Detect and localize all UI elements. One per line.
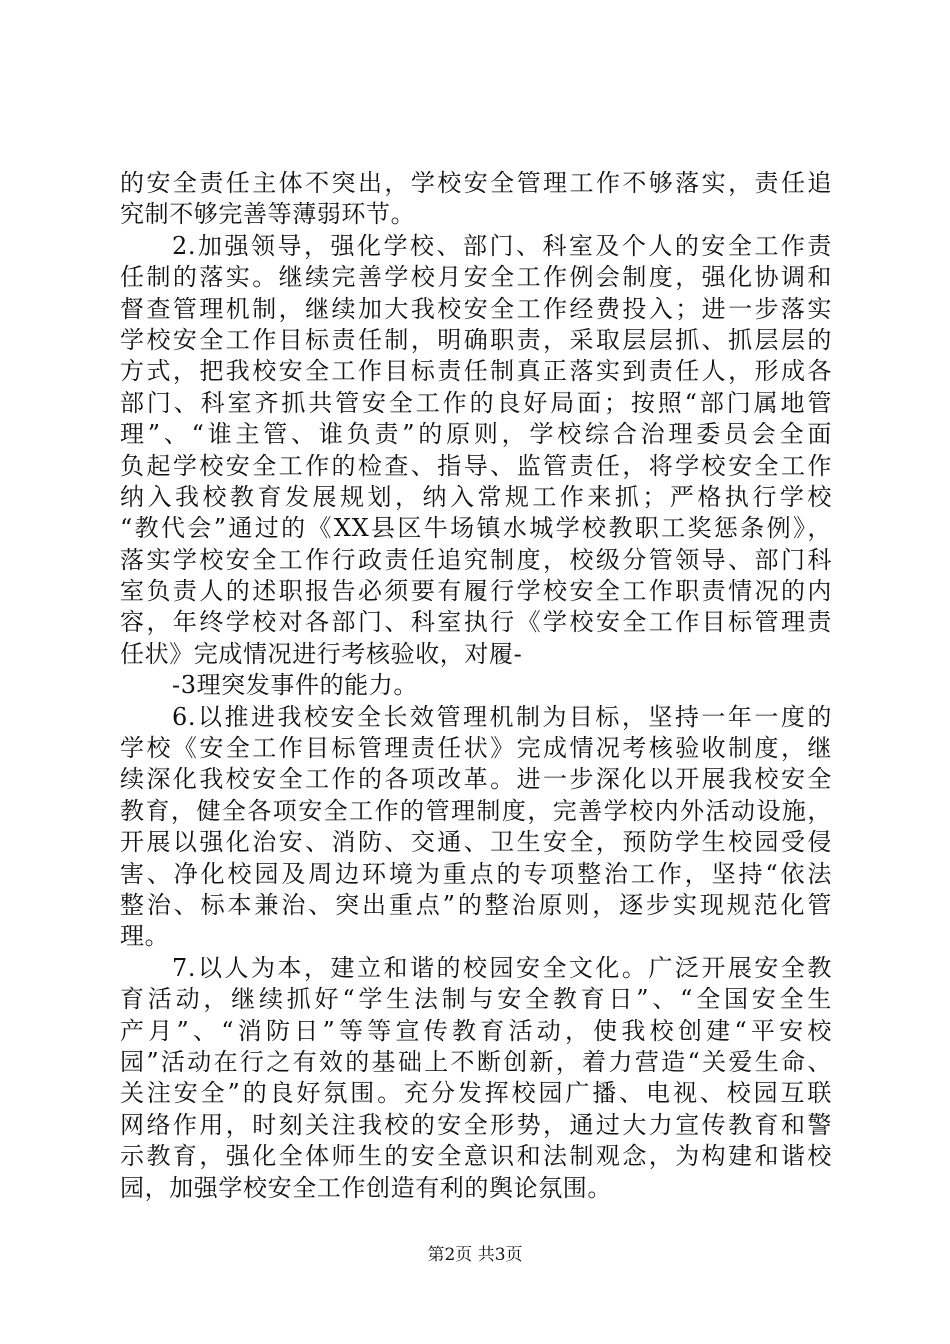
text-line: 任状》完成情况进行考核验收，对履- [120, 639, 523, 668]
text-line: 育活动，继续抓好“学生法制与安全教育日”、“全国安全生 [120, 985, 832, 1014]
text-line: 方式，把我校安全工作目标责任制真正落实到责任人，形成各 [120, 357, 832, 386]
text-line: 害、净化校园及周边环境为重点的专项整治工作，坚持“依法 [120, 859, 832, 888]
document-body [120, 168, 832, 1204]
text-line: 网络作用，时刻关注我校的安全形势，通过大力宣传教育和警 [120, 1110, 832, 1139]
text-line: 督查管理机制，继续加大我校安全工作经费投入；进一步落实 [120, 294, 832, 323]
text-line: “教代会”通过的《XX县区牛场镇水城学校教职工奖惩条例》， [120, 514, 832, 543]
text-line: -3理突发事件的能力。 [172, 671, 418, 700]
page-footer: 第2页 共3页 [427, 1245, 523, 1265]
text-line: 学校安全工作目标责任制，明确职责，采取层层抓、抓层层的 [120, 325, 832, 354]
text-line: 园”活动在行之有效的基础上不断创新，着力营造“关爱生命、 [120, 1047, 832, 1076]
text-line: 负起学校安全工作的检查、指导、监管责任，将学校安全工作 [120, 451, 832, 480]
text-line: 容，年终学校对各部门、科室执行《学校安全工作目标管理责 [120, 608, 832, 637]
text-line: 示教育，强化全体师生的安全意识和法制观念，为构建和谐校 [120, 1142, 832, 1171]
text-line: 园，加强学校安全工作创造有利的舆论氛围。 [120, 1173, 612, 1202]
text-line: 开展以强化治安、消防、交通、卫生安全，预防学生校园受侵 [120, 828, 832, 857]
text-line: 学校《安全工作目标管理责任状》完成情况考核验收制度，继 [120, 734, 832, 763]
text-line: 的安全责任主体不突出，学校安全管理工作不够落实，责任追 [120, 169, 832, 197]
text-line: 关注安全”的良好氛围。充分发挥校园广播、电视、校园互联 [120, 1079, 832, 1108]
text-line: 究制不够完善等薄弱环节。 [120, 200, 416, 229]
text-line: 整治、标本兼治、突出重点”的整治原则，逐步实现规范化管 [120, 890, 832, 919]
text-line: 部门、科室齐抓共管安全工作的良好局面；按照“部门属地管 [120, 388, 832, 417]
text-line: 落实学校安全工作行政责任追究制度，校级分管领导、部门科 [120, 545, 832, 574]
text-line: 7.以人为本，建立和谐的校园安全文化。广泛开展安全教 [172, 953, 832, 982]
text-line: 纳入我校教育发展规划，纳入常规工作来抓；严格执行学校 [120, 482, 832, 511]
text-line: 2.加强领导，强化学校、部门、科室及个人的安全工作责 [172, 231, 832, 260]
text-line: 6.以推进我校安全长效管理机制为目标，坚持一年一度的 [172, 702, 832, 731]
text-line: 教育，健全各项安全工作的管理制度，完善学校内外活动设施， [120, 796, 832, 825]
text-line: 续深化我校安全工作的各项改革。进一步深化以开展我校安全 [120, 765, 832, 794]
text-line: 理”、“谁主管、谁负责”的原则，学校综合治理委员会全面 [120, 420, 832, 449]
text-line: 理。 [120, 922, 170, 951]
text-line: 产月”、“消防日”等等宣传教育活动，使我校创建“平安校 [120, 1016, 832, 1045]
text-line: 室负责人的述职报告必须要有履行学校安全工作职责情况的内 [120, 577, 832, 606]
text-line: 任制的落实。继续完善学校月安全工作例会制度，强化协调和 [120, 263, 832, 292]
